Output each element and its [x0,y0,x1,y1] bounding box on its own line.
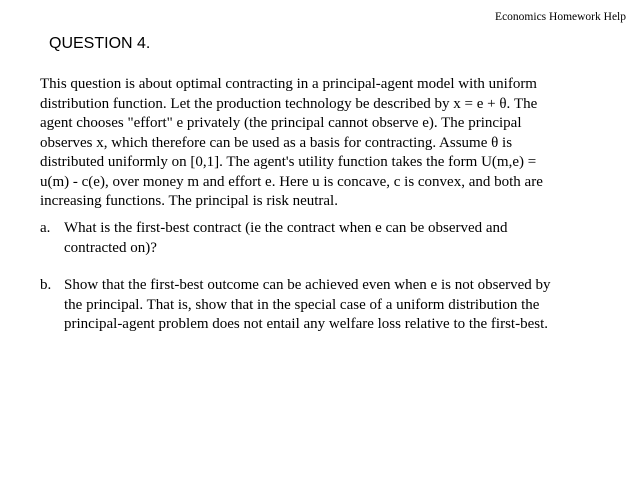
part-marker: a. [40,220,51,236]
part-line: contracted on)? [64,239,157,256]
intro-line: increasing functions. The principal is risk neutral. [40,193,338,209]
intro-line: u(m) - c(e), over money m and effort e. Here u is concave, c is convex, and both are [40,173,543,190]
intro-line: This question is about optimal contracting in a principal-agent model with uniform [40,76,537,92]
part-line: the principal. That is, show that in the special case of a uniform distribution the [64,296,540,313]
question-title: QUESTION 4. [49,35,151,52]
part-a [40,219,610,258]
part-line: What is the first-best contract (ie the contract when e can be observed and [64,220,508,236]
part-line: principal-agent problem does not entail any welfare loss relative to the first-best. [64,316,549,332]
question-parts [40,219,610,335]
part-marker: b. [40,277,52,293]
part-line: Show that the first-best outcome can be achieved even when e is not observed by [64,277,551,293]
intro-line: agent chooses "effort" e privately (the principal cannot observe e). The principal [40,115,522,131]
header-note: Economics Homework Help [495,11,626,23]
intro-line: distribution function. Let the production technology be described by x = e + θ. The [40,95,538,112]
part-b [40,276,610,335]
intro-line: distributed uniformly on [0,1]. The agent's utility function takes the form U(m,e) = [40,154,537,170]
intro-line: observes x, which therefore can be used as a basis for contracting. Assume θ is [40,134,513,151]
question-intro [40,75,600,212]
